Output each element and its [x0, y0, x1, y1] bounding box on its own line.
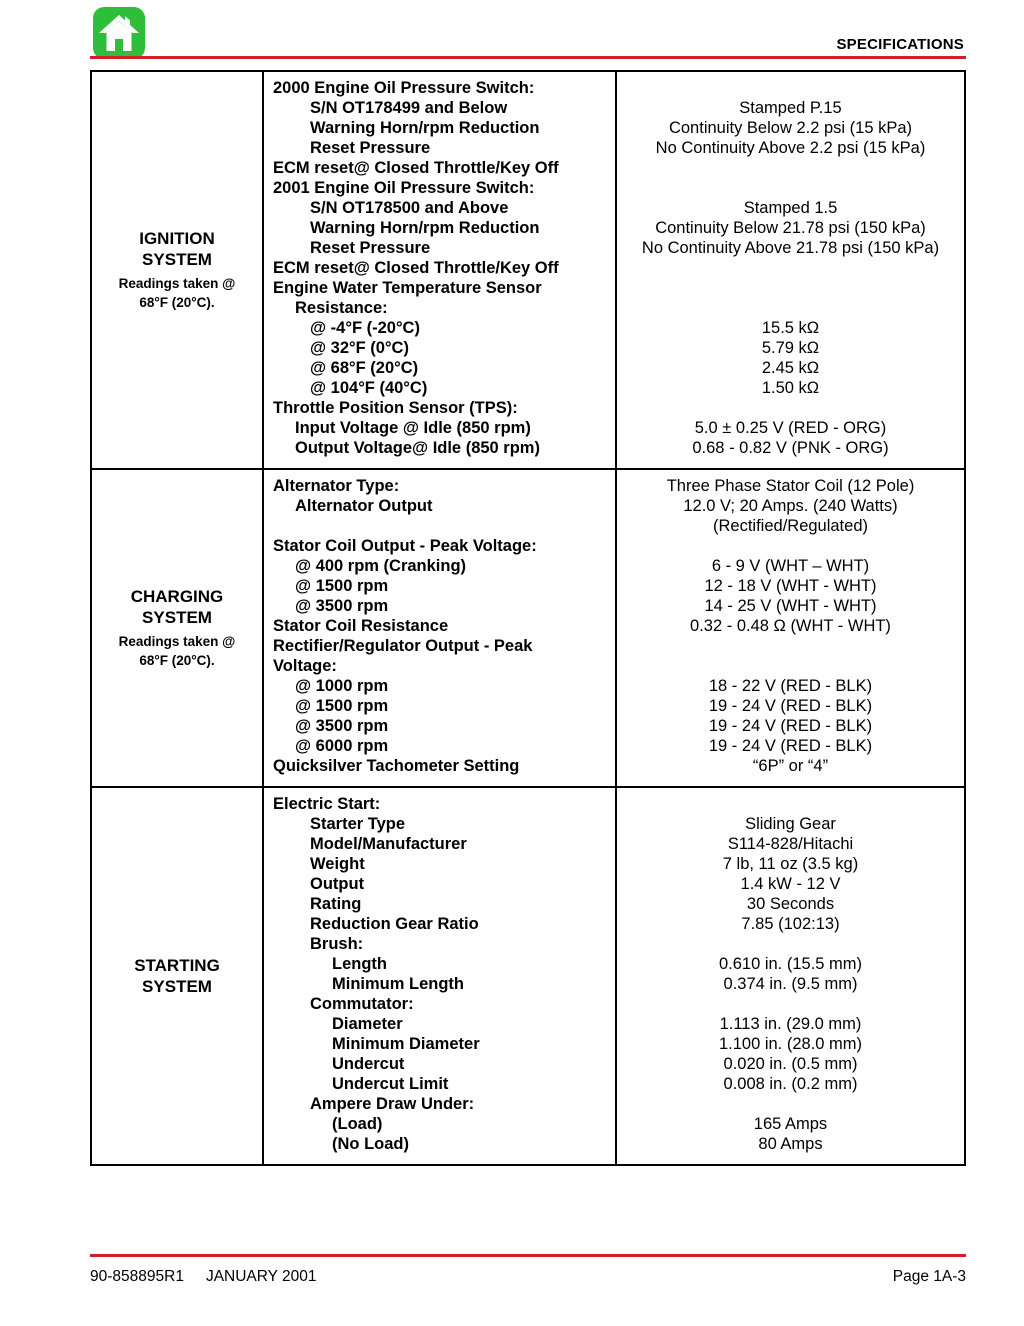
spec-value — [623, 794, 958, 814]
spec-table — [90, 70, 966, 1166]
page-header — [90, 0, 966, 70]
home-icon[interactable] — [92, 6, 146, 60]
spec-name: @ 68°F (20°C) — [310, 359, 419, 377]
spec-value: 12 - 18 V (WHT - WHT) — [704, 577, 877, 595]
page-footer — [90, 1268, 966, 1286]
spec-name: @ 32°F (0°C) — [310, 339, 409, 357]
spec-value — [623, 536, 958, 556]
spec-value: 7.85 (102:13) — [741, 915, 840, 933]
spec-value: 30 Seconds — [746, 895, 835, 913]
spec-value: No Continuity Above 2.2 psi (15 kPa) — [655, 139, 926, 157]
header-rule — [90, 56, 966, 59]
section-label — [92, 788, 264, 1164]
spec-name: @ 1500 rpm — [295, 697, 389, 715]
spec-name: Rating — [310, 895, 362, 913]
spec-value: 7 lb, 11 oz (3.5 kg) — [722, 855, 859, 873]
spec-name: @ 1500 rpm — [295, 577, 389, 595]
spec-value: 0.32 - 0.48 Ω (WHT - WHT) — [690, 617, 891, 635]
spec-value: Continuity Below 21.78 psi (150 kPa) — [655, 219, 926, 237]
spec-value — [623, 178, 958, 198]
section-title: STARTING SYSTEM — [134, 956, 220, 996]
spec-name: Reduction Gear Ratio — [310, 915, 479, 933]
spec-value: 1.4 kW - 12 V — [740, 875, 841, 893]
spec-value-column — [617, 788, 964, 1164]
spec-value: 6 - 9 V (WHT – WHT) — [711, 557, 870, 575]
spec-name: Ampere Draw Under: — [310, 1095, 475, 1113]
section-row-starting-system — [92, 786, 964, 1164]
section-title: CHARGING SYSTEM — [130, 587, 224, 627]
spec-name: (No Load) — [332, 1135, 409, 1153]
spec-value — [623, 994, 958, 1014]
spec-value: Sliding Gear — [745, 815, 836, 833]
spec-value: Stamped 1.5 — [743, 199, 838, 217]
spec-value: 1.113 in. (29.0 mm) — [719, 1015, 862, 1033]
spec-name: Undercut — [332, 1055, 405, 1073]
spec-name: Input Voltage @ Idle (850 rpm) — [295, 419, 531, 437]
spec-name: @ 3500 rpm — [295, 717, 389, 735]
spec-value — [623, 298, 958, 318]
spec-name: Length — [332, 955, 387, 973]
section-note: Readings taken @ 68°F (20°C). — [118, 276, 236, 310]
spec-name: Stator Coil Resistance — [273, 617, 449, 635]
spec-name: @ 6000 rpm — [295, 737, 389, 755]
spec-name — [273, 516, 609, 536]
spec-value — [623, 78, 958, 98]
spec-value: 80 Amps — [758, 1135, 823, 1153]
spec-name: @ 104°F (40°C) — [310, 379, 428, 397]
footer-doc-number: 90-858895R1 — [90, 1268, 184, 1285]
spec-name: S/N OT178500 and Above — [310, 199, 509, 217]
spec-value: 14 - 25 V (WHT - WHT) — [704, 597, 877, 615]
page-title: SPECIFICATIONS — [836, 36, 964, 53]
spec-name: Resistance: — [295, 299, 388, 317]
section-label — [92, 470, 264, 786]
spec-value: 0.008 in. (0.2 mm) — [723, 1075, 858, 1093]
spec-value: No Continuity Above 21.78 psi (150 kPa) — [641, 239, 940, 257]
spec-value: 0.374 in. (9.5 mm) — [723, 975, 858, 993]
spec-name: (Load) — [332, 1115, 383, 1133]
spec-name: Model/Manufacturer — [310, 835, 467, 853]
spec-name: ECM reset@ Closed Throttle/Key Off — [273, 259, 559, 277]
spec-name: Alternator Type: — [273, 477, 400, 495]
spec-value — [623, 398, 958, 418]
spec-value: Stamped P.15 — [739, 99, 842, 117]
spec-value: 5.79 kΩ — [761, 339, 820, 357]
spec-name: Reset Pressure — [310, 239, 431, 257]
spec-value: 1.50 kΩ — [761, 379, 820, 397]
section-row-ignition-system — [92, 72, 964, 468]
spec-name: S/N OT178499 and Below — [310, 99, 508, 117]
spec-value: 19 - 24 V (RED - BLK) — [708, 737, 873, 755]
spec-name: Stator Coil Output - Peak Voltage: — [273, 537, 537, 555]
spec-value: 165 Amps — [753, 1115, 828, 1133]
spec-name: Alternator Output — [295, 497, 433, 515]
section-label — [92, 72, 264, 468]
spec-name: Output — [310, 875, 365, 893]
spec-name-column — [264, 72, 617, 468]
footer-left — [90, 1268, 317, 1286]
spec-name: Weight — [310, 855, 365, 873]
section-title: IGNITION SYSTEM — [139, 229, 215, 269]
spec-name: Undercut Limit — [332, 1075, 449, 1093]
spec-value: S114-828/Hitachi — [727, 835, 854, 853]
spec-name-column — [264, 470, 617, 786]
spec-name: Output Voltage@ Idle (850 rpm) — [295, 439, 540, 457]
spec-name: Warning Horn/rpm Reduction — [310, 219, 540, 237]
spec-name: Minimum Length — [332, 975, 464, 993]
spec-value — [623, 278, 958, 298]
spec-name: @ 3500 rpm — [295, 597, 389, 615]
spec-name: Diameter — [332, 1015, 403, 1033]
spec-value-column — [617, 72, 964, 468]
spec-name: Minimum Diameter — [332, 1035, 480, 1053]
spec-value: “6P” or “4” — [752, 757, 829, 775]
spec-value: 15.5 kΩ — [761, 319, 820, 337]
spec-value: 1.100 in. (28.0 mm) — [718, 1035, 863, 1053]
spec-value: 2.45 kΩ — [761, 359, 820, 377]
spec-name: Electric Start: — [273, 795, 381, 813]
spec-name: @ 400 rpm (Cranking) — [295, 557, 467, 575]
section-row-charging-system — [92, 468, 964, 786]
spec-value: 5.0 ± 0.25 V (RED - ORG) — [694, 419, 887, 437]
spec-name: Voltage: — [273, 657, 337, 675]
spec-name: Engine Water Temperature Sensor — [273, 279, 542, 297]
spec-value: 0.68 - 0.82 V (PNK - ORG) — [692, 439, 889, 457]
spec-value: 12.0 V; 20 Amps. (240 Watts) — [683, 497, 898, 515]
spec-value — [623, 934, 958, 954]
spec-value — [623, 158, 958, 178]
section-note: Readings taken @ 68°F (20°C). — [118, 634, 236, 668]
spec-name-column — [264, 788, 617, 1164]
footer-date: JANUARY 2001 — [205, 1268, 317, 1285]
spec-value: 19 - 24 V (RED - BLK) — [708, 697, 873, 715]
spec-value: Continuity Below 2.2 psi (15 kPa) — [668, 119, 913, 137]
footer-page-label: Page 1A-3 — [892, 1268, 966, 1285]
spec-value — [623, 1094, 958, 1114]
spec-name: Commutator: — [310, 995, 414, 1013]
spec-name: Starter Type — [310, 815, 406, 833]
spec-name: @ -4°F (-20°C) — [310, 319, 420, 337]
spec-name: Throttle Position Sensor (TPS): — [273, 399, 518, 417]
spec-value: 19 - 24 V (RED - BLK) — [708, 717, 873, 735]
spec-name: Quicksilver Tachometer Setting — [273, 757, 520, 775]
spec-value — [623, 656, 958, 676]
footer-rule — [90, 1254, 966, 1257]
spec-name: 2001 Engine Oil Pressure Switch: — [273, 179, 535, 197]
spec-value: 18 - 22 V (RED - BLK) — [708, 677, 873, 695]
spec-name: Reset Pressure — [310, 139, 431, 157]
spec-name: Rectifier/Regulator Output - Peak — [273, 637, 533, 655]
spec-value: Three Phase Stator Coil (12 Pole) — [666, 477, 915, 495]
spec-name: 2000 Engine Oil Pressure Switch: — [273, 79, 535, 97]
spec-value: 0.610 in. (15.5 mm) — [718, 955, 863, 973]
spec-value: 0.020 in. (0.5 mm) — [723, 1055, 858, 1073]
spec-value-column — [617, 470, 964, 786]
spec-value: (Rectified/Regulated) — [713, 517, 868, 535]
spec-name: @ 1000 rpm — [295, 677, 389, 695]
spec-value — [623, 258, 958, 278]
spec-name: Brush: — [310, 935, 364, 953]
spec-value — [623, 636, 958, 656]
spec-name: Warning Horn/rpm Reduction — [310, 119, 540, 137]
spec-name: ECM reset@ Closed Throttle/Key Off — [273, 159, 559, 177]
